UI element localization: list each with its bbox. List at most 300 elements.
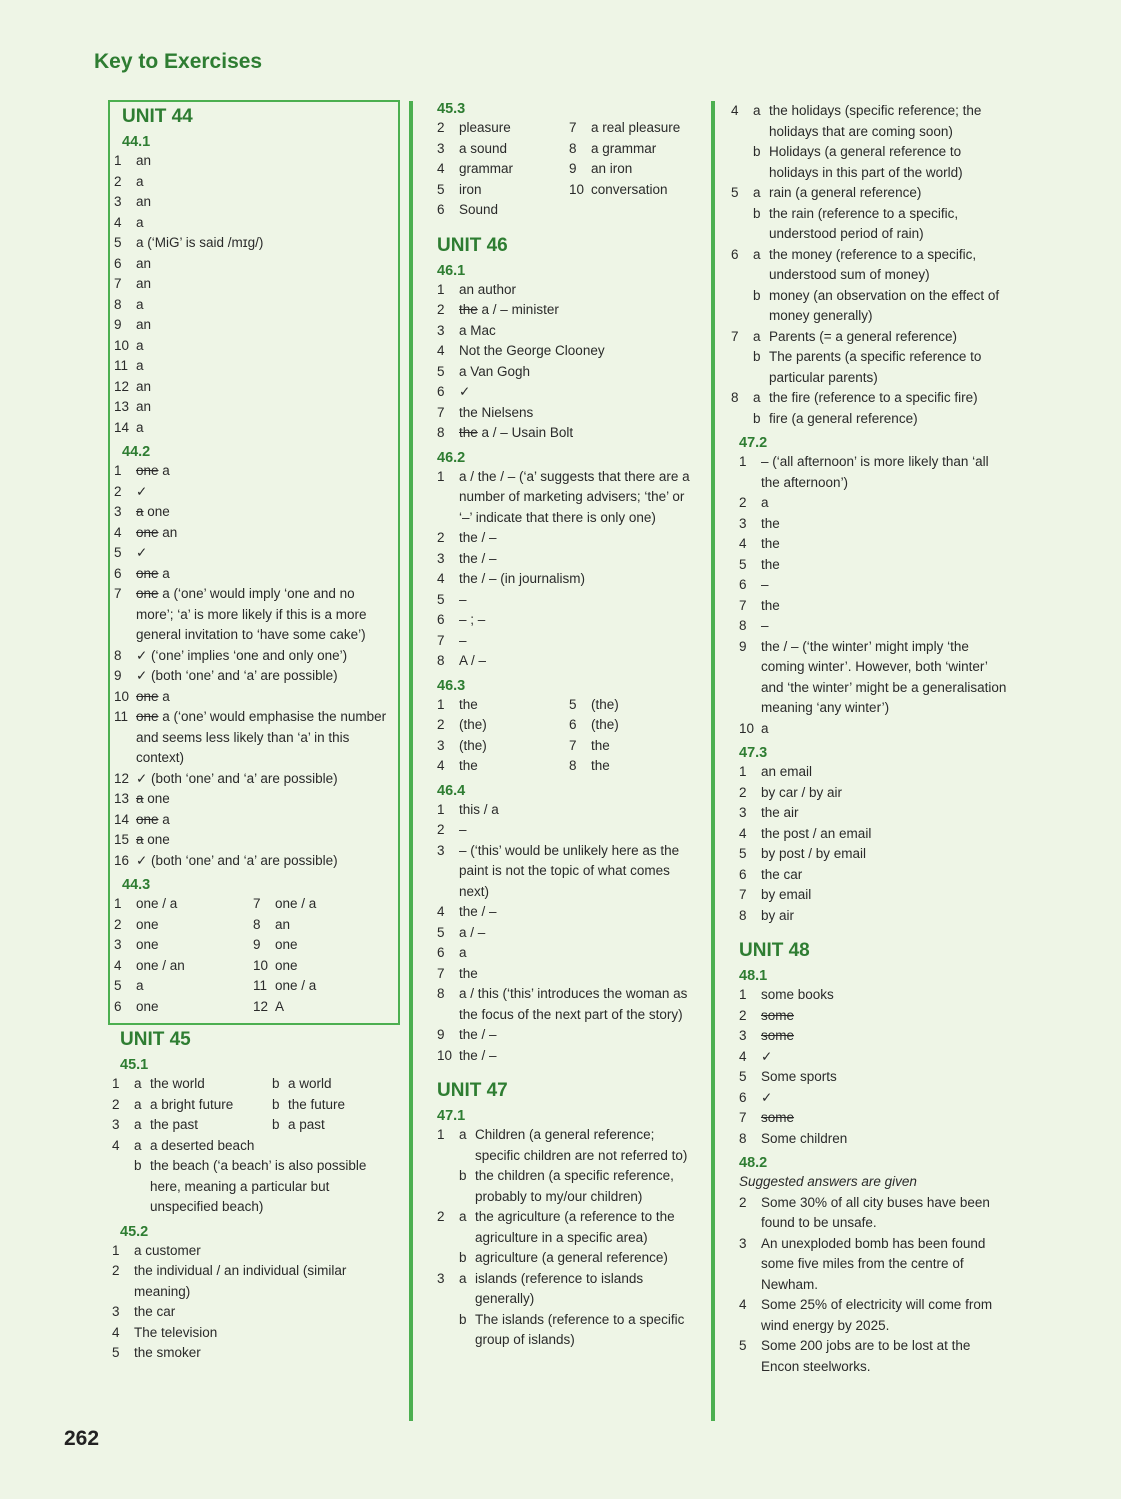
item-text: an: [136, 276, 152, 291]
item-number: 6: [739, 866, 747, 882]
list-item: [437, 800, 701, 821]
item-number: 7: [437, 632, 445, 648]
list-item: [437, 1310, 701, 1351]
item-text: the: [591, 758, 610, 773]
item-number: 10: [114, 688, 130, 704]
item-number: 4: [437, 758, 445, 773]
item-number: [731, 142, 753, 183]
item-text: conversation: [591, 181, 668, 197]
item-text: an: [136, 255, 152, 271]
item-number: 2: [437, 120, 445, 135]
item-text: the holidays (specific reference; the holidays that are coming soon): [769, 103, 982, 139]
list-item: [114, 810, 392, 831]
item-text: a / the / – (‘a’ suggests that there are a number of marketing advisers; ‘the’ or ‘–’ indicate that there is only one): [459, 468, 690, 525]
list-item: [739, 1193, 1011, 1234]
item-text: ✓: [761, 1048, 773, 1064]
list-item: [731, 142, 1011, 183]
list-item: [437, 1207, 701, 1248]
item-number: 6: [437, 202, 445, 217]
item-text: – ; –: [459, 612, 486, 627]
item-number: 3: [437, 140, 445, 156]
item-text: a one: [136, 832, 170, 847]
item-number: 4: [739, 536, 747, 551]
item-letter: b: [459, 1168, 467, 1183]
item-number: 11: [114, 709, 129, 724]
item-number: 1: [114, 463, 122, 478]
list-item: [437, 610, 701, 631]
item-number: 1: [437, 281, 445, 297]
item-number: 6: [731, 246, 739, 262]
exercise-45-1-rows: [112, 1074, 400, 1136]
list-item: [114, 915, 253, 936]
list-item: [437, 1025, 701, 1046]
item-number: 8: [437, 986, 445, 1001]
item-letter: a: [753, 103, 761, 118]
item-text: – (‘this’ would be unlikely here as the paint is not the topic of what comes next): [459, 842, 680, 899]
item-letter: a: [459, 1127, 467, 1142]
exercise-note: Suggested answers are given: [739, 1174, 917, 1189]
item-text: – (‘all afternoon’ is more likely than ‘all the afternoon’): [761, 454, 989, 490]
list-item: [114, 336, 392, 357]
item-number: 9: [739, 638, 747, 654]
item-text: the / –: [459, 904, 497, 919]
list-item: [739, 1047, 1011, 1068]
item-text: ✓: [136, 483, 148, 499]
item-text: the / – (in journalism): [459, 571, 586, 586]
list-item: [114, 687, 392, 708]
exercise-45-3: [437, 118, 701, 221]
item-number: 5: [114, 978, 122, 993]
item-number: 2: [437, 1209, 445, 1224]
list-item: 2 a a bright future b the future: [112, 1096, 346, 1112]
list-item: [253, 976, 392, 997]
item-number: 8: [114, 647, 122, 663]
item-number: 4: [739, 1297, 747, 1312]
item-text: the individual / an individual (similar meaning): [134, 1263, 347, 1299]
struck-word: the: [459, 302, 478, 317]
item-text: a real pleasure: [591, 120, 681, 135]
item-text: a / –: [459, 924, 486, 940]
item-number: 12: [114, 770, 130, 786]
list-item: [739, 514, 1011, 535]
item-number: 13: [114, 791, 130, 806]
item-number: 8: [437, 653, 445, 668]
list-item: [731, 327, 1011, 348]
item-number: [437, 1248, 459, 1269]
item-text: one: [275, 957, 298, 973]
list-item: [253, 956, 392, 977]
item-letter: b: [459, 1250, 467, 1265]
exercise-46-1: [437, 280, 701, 444]
exercise-title: 44.1: [122, 134, 151, 150]
list-item: [731, 286, 1011, 327]
item-text: a one: [136, 791, 170, 806]
struck-word: a: [136, 791, 144, 806]
item-number: 5: [731, 185, 739, 200]
exercise-title: 45.2: [120, 1223, 149, 1240]
list-item: [114, 789, 392, 810]
item-text: –: [459, 632, 467, 648]
item-number: 6: [437, 384, 445, 399]
item-number: 3: [739, 1028, 747, 1043]
item-text: rain (a general reference): [769, 185, 922, 200]
item-number: 7: [253, 896, 261, 911]
exercise-title: 45.3: [437, 101, 466, 117]
item-number: 1: [114, 153, 122, 168]
item-text: a Van Gogh: [459, 363, 531, 379]
list-item: [114, 233, 392, 254]
item-text: money (an observation on the effect of money generally): [769, 287, 1000, 323]
item-number: 7: [114, 276, 122, 291]
list-item: [739, 555, 1011, 576]
exercise-47-1-part2: [731, 101, 1011, 429]
unit-title: UNIT 46: [437, 234, 508, 256]
item-text: one: [136, 937, 159, 952]
item-number: 9: [569, 161, 577, 176]
list-item: [739, 1006, 1011, 1027]
list-item: [437, 590, 701, 611]
item-number: 8: [253, 916, 261, 932]
list-item: [739, 534, 1011, 555]
item-number: 4: [437, 161, 445, 176]
item-text: the a / – minister: [459, 302, 559, 317]
item-text: one: [136, 916, 159, 932]
item-number: 3: [112, 1304, 120, 1319]
exercise-title: 47.1: [437, 1108, 466, 1124]
item-text: an: [275, 916, 291, 932]
item-text: ✓ (both ‘one’ and ‘a’ are possible): [136, 668, 338, 683]
list-item: [739, 1129, 1011, 1150]
item-text: A: [275, 998, 285, 1014]
item-number: 2: [437, 530, 445, 545]
list-item: [253, 997, 392, 1018]
item-number: 14: [114, 419, 130, 435]
exercise-title: 46.2: [437, 449, 466, 466]
item-text: Some sports: [761, 1069, 837, 1084]
item-number: 3: [114, 504, 122, 519]
item-text: ✓: [761, 1089, 773, 1105]
item-text: the: [761, 536, 780, 551]
list-item: [739, 885, 1011, 906]
list-item: [114, 502, 392, 523]
list-item: [731, 183, 1011, 204]
struck-word: a: [136, 832, 144, 847]
item-text: by post / by email: [761, 846, 867, 861]
list-item: [437, 321, 701, 342]
item-number: 10: [114, 337, 130, 353]
item-text: one a: [136, 463, 170, 478]
list-item: [114, 213, 392, 234]
unit-title: UNIT 44: [122, 106, 193, 127]
list-item: [114, 851, 392, 872]
list-item: [739, 452, 1011, 493]
list-item: [569, 736, 701, 757]
list-item: [437, 1248, 701, 1269]
list-item: [437, 159, 569, 180]
list-item: [437, 943, 701, 964]
item-number: [437, 1166, 459, 1207]
list-item: [437, 1269, 701, 1310]
item-text: one / a: [275, 978, 317, 993]
item-number: 5: [739, 556, 747, 572]
item-number: 5: [114, 235, 122, 250]
list-item: [114, 377, 392, 398]
item-number: 7: [739, 1110, 747, 1125]
item-number: 3: [739, 805, 747, 820]
item-number: 13: [114, 399, 130, 414]
item-text: a: [136, 173, 144, 189]
item-number: [731, 347, 753, 388]
item-number: 5: [437, 924, 445, 940]
item-number: 6: [437, 945, 445, 960]
item-text: the: [459, 758, 478, 773]
list-item: [739, 906, 1011, 927]
list-item: [739, 616, 1011, 637]
item-text: The islands (reference to a specific group of islands): [475, 1311, 685, 1347]
item-number: [437, 1310, 459, 1351]
item-number: 7: [437, 965, 445, 981]
item-text: (the): [459, 737, 487, 753]
unit-title: UNIT 48: [739, 940, 810, 961]
list-item: [437, 139, 569, 160]
list-item: [437, 964, 701, 985]
list-item: [114, 997, 253, 1018]
item-text: a: [761, 495, 769, 510]
list-item: b the beach (‘a beach’ is also possible here, meaning a particular but unspecified beach): [134, 1158, 367, 1214]
item-number: 8: [569, 140, 577, 156]
list-item: [112, 1323, 400, 1344]
item-text: the post / an email: [761, 825, 872, 841]
exercise-44-1: [114, 151, 392, 438]
list-item: [739, 803, 1011, 824]
item-text: the a / – Usain Bolt: [459, 425, 574, 440]
item-text: –: [761, 618, 769, 633]
item-text: –: [761, 577, 769, 592]
item-text: iron: [459, 181, 482, 197]
item-text: Children (a general reference; specific children are not referred to): [475, 1127, 688, 1163]
list-item: [114, 274, 392, 295]
list-item: [731, 388, 1011, 409]
struck-word: a: [136, 504, 144, 519]
item-text: an: [136, 378, 152, 394]
item-text: an author: [459, 281, 517, 297]
item-text: [761, 1108, 1011, 1129]
item-letter: a: [753, 185, 761, 200]
exercise-title: 48.1: [739, 968, 768, 984]
list-item: [437, 362, 701, 383]
item-text: a / this (‘this’ introduces the woman as the focus of the next part of the story): [459, 986, 688, 1022]
item-text: –: [459, 591, 467, 607]
item-number: 12: [253, 998, 269, 1014]
item-text: one: [136, 998, 159, 1014]
list-item: [437, 341, 701, 362]
item-text: one: [275, 937, 298, 952]
item-text: one a: [136, 811, 170, 827]
list-item: [437, 756, 569, 777]
item-text: an: [136, 317, 152, 332]
item-number: 6: [114, 998, 122, 1014]
list-item: 4 a a deserted beach: [112, 1137, 255, 1153]
item-text: by air: [761, 907, 795, 923]
list-item: [437, 1046, 701, 1067]
item-text: by email: [761, 887, 812, 902]
list-item: [253, 935, 392, 956]
item-text: Some 30% of all city buses have been found to be unsafe.: [761, 1194, 990, 1230]
list-item: [739, 783, 1011, 804]
struck-word: one: [136, 463, 159, 478]
item-number: 2: [739, 784, 747, 800]
list-item: [114, 482, 392, 503]
list-item: [739, 1026, 1011, 1047]
item-number: 5: [437, 591, 445, 607]
item-number: 9: [437, 1027, 445, 1042]
item-number: 6: [739, 577, 747, 592]
item-number: 3: [739, 1235, 747, 1251]
item-number: 8: [739, 618, 747, 633]
item-number: 6: [114, 565, 122, 581]
list-item: [437, 984, 701, 1025]
item-number: 5: [569, 696, 577, 712]
item-text: a: [761, 720, 769, 736]
item-text: an: [136, 194, 152, 209]
list-item: [437, 841, 701, 903]
item-text: the rain (reference to a specific, understood period of rain): [769, 205, 959, 241]
list-item: [739, 1088, 1011, 1109]
item-text: (the): [591, 696, 619, 712]
item-text: the: [761, 556, 780, 572]
list-item: [114, 646, 392, 667]
item-text: a: [136, 419, 144, 435]
list-item: [114, 894, 253, 915]
list-item: [114, 192, 392, 213]
list-item: [739, 844, 1011, 865]
item-number: 1: [739, 454, 747, 469]
item-number: 4: [739, 825, 747, 841]
item-text: a: [136, 337, 144, 353]
item-text: a one: [136, 504, 170, 519]
item-number: 1: [739, 764, 747, 779]
struck-word: one: [136, 565, 159, 581]
list-item: [569, 139, 701, 160]
exercise-47-3: [739, 762, 1011, 926]
list-item: [569, 180, 701, 201]
struck-word: some: [761, 1110, 795, 1125]
item-number: 2: [739, 1007, 747, 1023]
list-item: [437, 180, 569, 201]
item-text: a: [136, 978, 144, 993]
list-item: [437, 467, 701, 529]
item-number: 2: [114, 173, 122, 189]
item-text: the: [761, 515, 780, 531]
item-text: the money (reference to a specific, understood sum of money): [769, 246, 977, 282]
item-letter: a: [459, 1209, 467, 1224]
list-item: [437, 528, 701, 549]
item-text: an: [136, 399, 152, 414]
item-number: 11: [253, 978, 268, 993]
item-number: 5: [739, 1338, 747, 1353]
item-number: 10: [437, 1047, 453, 1063]
list-item: [114, 295, 392, 316]
column-2: [409, 101, 701, 1421]
item-number: 7: [739, 887, 747, 902]
list-item: [437, 736, 569, 757]
item-number: 7: [731, 328, 739, 344]
item-text: one a (‘one’ would imply ‘one and no more’; ‘a’ is more likely if this is a more general invitation to ‘have some cake’): [136, 586, 367, 642]
item-number: 5: [437, 363, 445, 379]
list-item: [739, 865, 1011, 886]
item-text: one a (‘one’ would emphasise the number and seems less likely than ‘a’ in this context): [136, 709, 387, 765]
item-text: [761, 1006, 1011, 1027]
item-number: 1: [437, 468, 445, 484]
exercise-44-3-left: [114, 894, 253, 1017]
list-item: [437, 715, 569, 736]
exercise-44-3-right: [253, 894, 392, 1017]
list-item: [731, 101, 1011, 142]
item-text: The parents (a specific reference to particular parents): [769, 349, 982, 385]
item-number: 3: [437, 322, 445, 338]
item-text: a grammar: [591, 140, 657, 156]
exercise-44-2: [114, 461, 392, 871]
item-number: 3: [437, 737, 445, 753]
item-number: 3: [114, 194, 122, 209]
item-text: Sound: [459, 202, 499, 217]
item-number: 4: [112, 1324, 120, 1340]
list-item: [739, 1295, 1011, 1336]
list-item: [739, 493, 1011, 514]
item-number: 10: [569, 181, 585, 197]
list-item: [437, 631, 701, 652]
page-number: 262: [64, 1427, 100, 1450]
list-item: [114, 397, 392, 418]
list-item: [114, 666, 392, 687]
item-text: this / a: [459, 801, 499, 817]
item-number: 6: [114, 255, 122, 271]
item-letter: b: [753, 410, 761, 426]
item-text: fire (a general reference): [769, 410, 918, 426]
list-item: [114, 418, 392, 439]
list-item: [437, 118, 569, 139]
item-number: 12: [114, 378, 130, 394]
item-text: ✓ (both ‘one’ and ‘a’ are possible): [136, 770, 338, 786]
list-item: [569, 695, 701, 716]
exercise-48-1: [739, 985, 1011, 1149]
exercise-46-2: [437, 467, 701, 672]
item-text: the / –: [459, 530, 497, 545]
column-3: [711, 101, 1011, 1421]
list-item: [114, 315, 392, 336]
item-number: 2: [739, 1194, 747, 1210]
list-item: [569, 118, 701, 139]
exercise-44-3: [114, 894, 392, 1017]
list-item: [112, 1261, 400, 1302]
list-item: [114, 543, 392, 564]
item-text: Some children: [761, 1130, 848, 1146]
item-number: 1: [437, 1127, 445, 1142]
list-item: [114, 956, 253, 977]
item-number: 7: [569, 737, 577, 753]
list-item: [112, 1343, 400, 1364]
list-item: [114, 151, 392, 172]
list-item: [731, 347, 1011, 388]
exercise-46-4: [437, 800, 701, 1067]
list-item: [739, 1336, 1011, 1377]
exercise-title: 47.3: [739, 745, 768, 761]
item-number: 11: [114, 358, 129, 373]
item-text: a sound: [459, 140, 508, 156]
struck-word: one: [136, 524, 159, 540]
unit-title: UNIT 45: [120, 1029, 191, 1050]
item-text: the children (a specific reference, probably to my/our children): [475, 1168, 674, 1204]
